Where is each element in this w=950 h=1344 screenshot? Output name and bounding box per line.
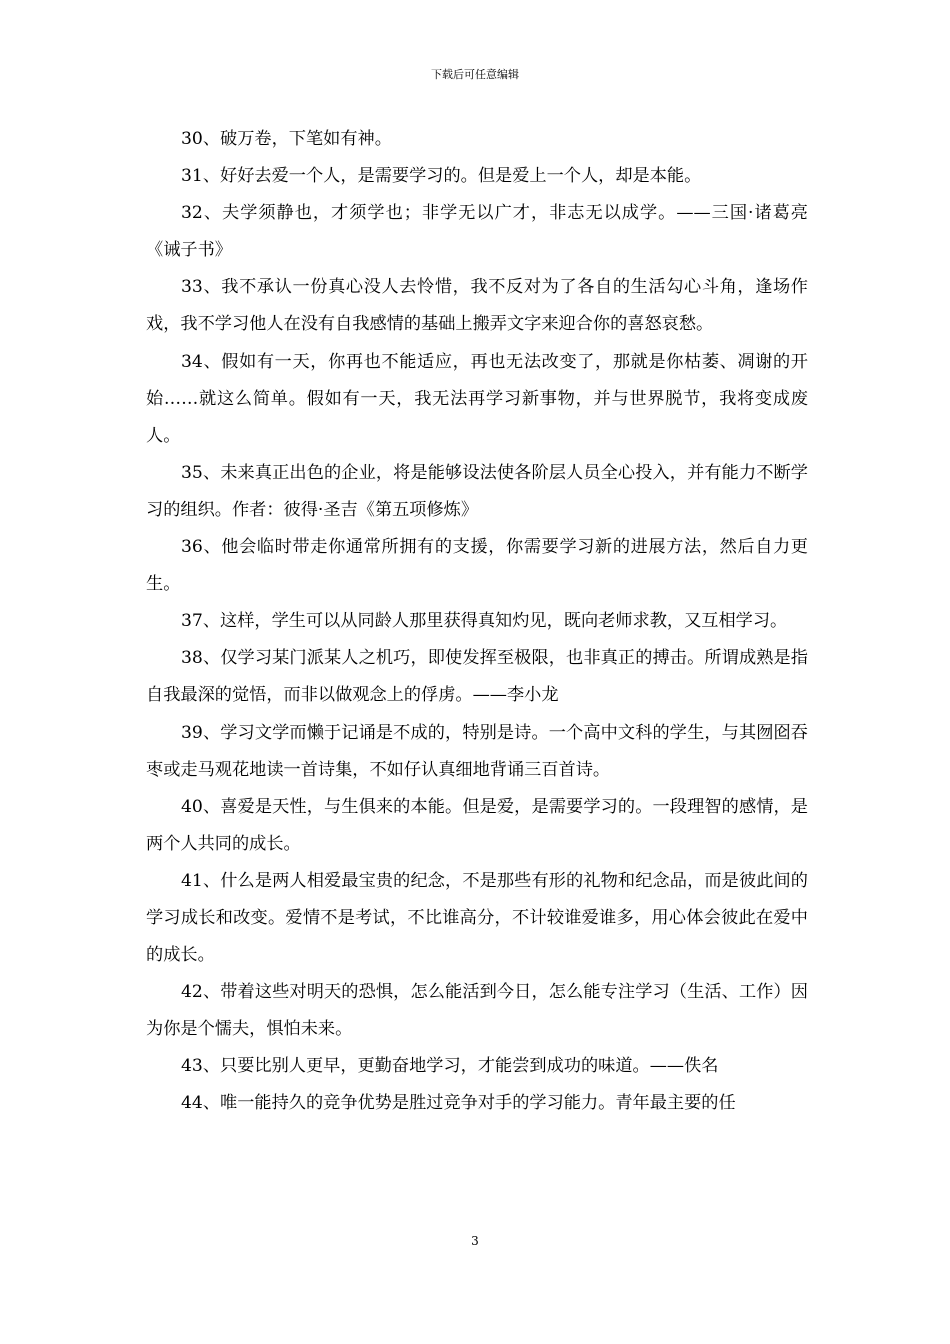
quote-paragraph-35: 35、未来真正出色的企业，将是能够设法使各阶层人员全心投入，并有能力不断学习的组织。作者：彼得·圣吉《第五项修炼》 xyxy=(146,462,808,520)
quote-paragraph-32: 32、夫学须静也，才须学也；非学无以广才，非志无以成学。——三国·诸葛亮《诫子书》 xyxy=(146,203,808,261)
quote-paragraph-39: 39、学习文学而懒于记诵是不成的，特别是诗。一个高中文科的学生，与其囫囵吞枣或走马观花地读一首诗集，不如仔认真细地背诵三百首诗。 xyxy=(146,722,808,780)
page-number: 3 xyxy=(471,1234,479,1248)
quote-paragraph-37: 37、这样，学生可以从同龄人那里获得真知灼见，既向老师求教，又互相学习。 xyxy=(181,611,788,632)
quote-paragraph-38: 38、仅学习某门派某人之机巧，即使发挥至极限，也非真正的搏击。所谓成熟是指自我最深的觉悟，而非以做观念上的俘虏。——李小龙 xyxy=(146,648,808,706)
quote-paragraph-40: 40、喜爱是天性，与生俱来的本能。但是爱，是需要学习的。一段理智的感情，是两个人共同的成长。 xyxy=(146,796,808,854)
quote-paragraph-44: 44、唯一能持久的竞争优势是胜过竞争对手的学习能力。青年最主要的任 xyxy=(181,1093,736,1114)
quote-paragraph-43: 43、只要比别人更早，更勤奋地学习，才能尝到成功的味道。——佚名 xyxy=(181,1056,719,1077)
quote-paragraph-31: 31、好好去爱一个人，是需要学习的。但是爱上一个人，却是本能。 xyxy=(181,166,702,187)
quote-paragraph-33: 33、我不承认一份真心没人去怜惜，我不反对为了各自的生活勾心斗角，逢场作戏，我不学习他人在没有自我感情的基础上搬弄文字来迎合你的喜怒哀愁。 xyxy=(146,277,808,335)
document-body xyxy=(146,121,808,1123)
quote-paragraph-41: 41、什么是两人相爱最宝贵的纪念，不是那些有形的礼物和纪念品，而是彼此间的学习成长和改变。爱情不是考试，不比谁高分，不计较谁爱谁多，用心体会彼此在爱中的成长。 xyxy=(146,870,808,966)
page-header: 下载后可任意编辑 xyxy=(431,68,519,81)
quote-paragraph-42: 42、带着这些对明天的恐惧，怎么能活到今日，怎么能专注学习（生活、工作）因为你是个懦夫，惧怕未来。 xyxy=(146,982,808,1040)
quote-paragraph-30: 30、破万卷，下笔如有神。 xyxy=(181,129,392,149)
quote-paragraph-34: 34、假如有一天，你再也不能适应，再也无法改变了，那就是你枯萎、凋谢的开始……就这么简单。假如有一天，我无法再学习新事物，并与世界脱节，我将变成废人。 xyxy=(146,351,808,446)
quote-paragraph-36: 36、他会临时带走你通常所拥有的支援，你需要学习新的进展方法，然后自力更生。 xyxy=(146,537,808,595)
